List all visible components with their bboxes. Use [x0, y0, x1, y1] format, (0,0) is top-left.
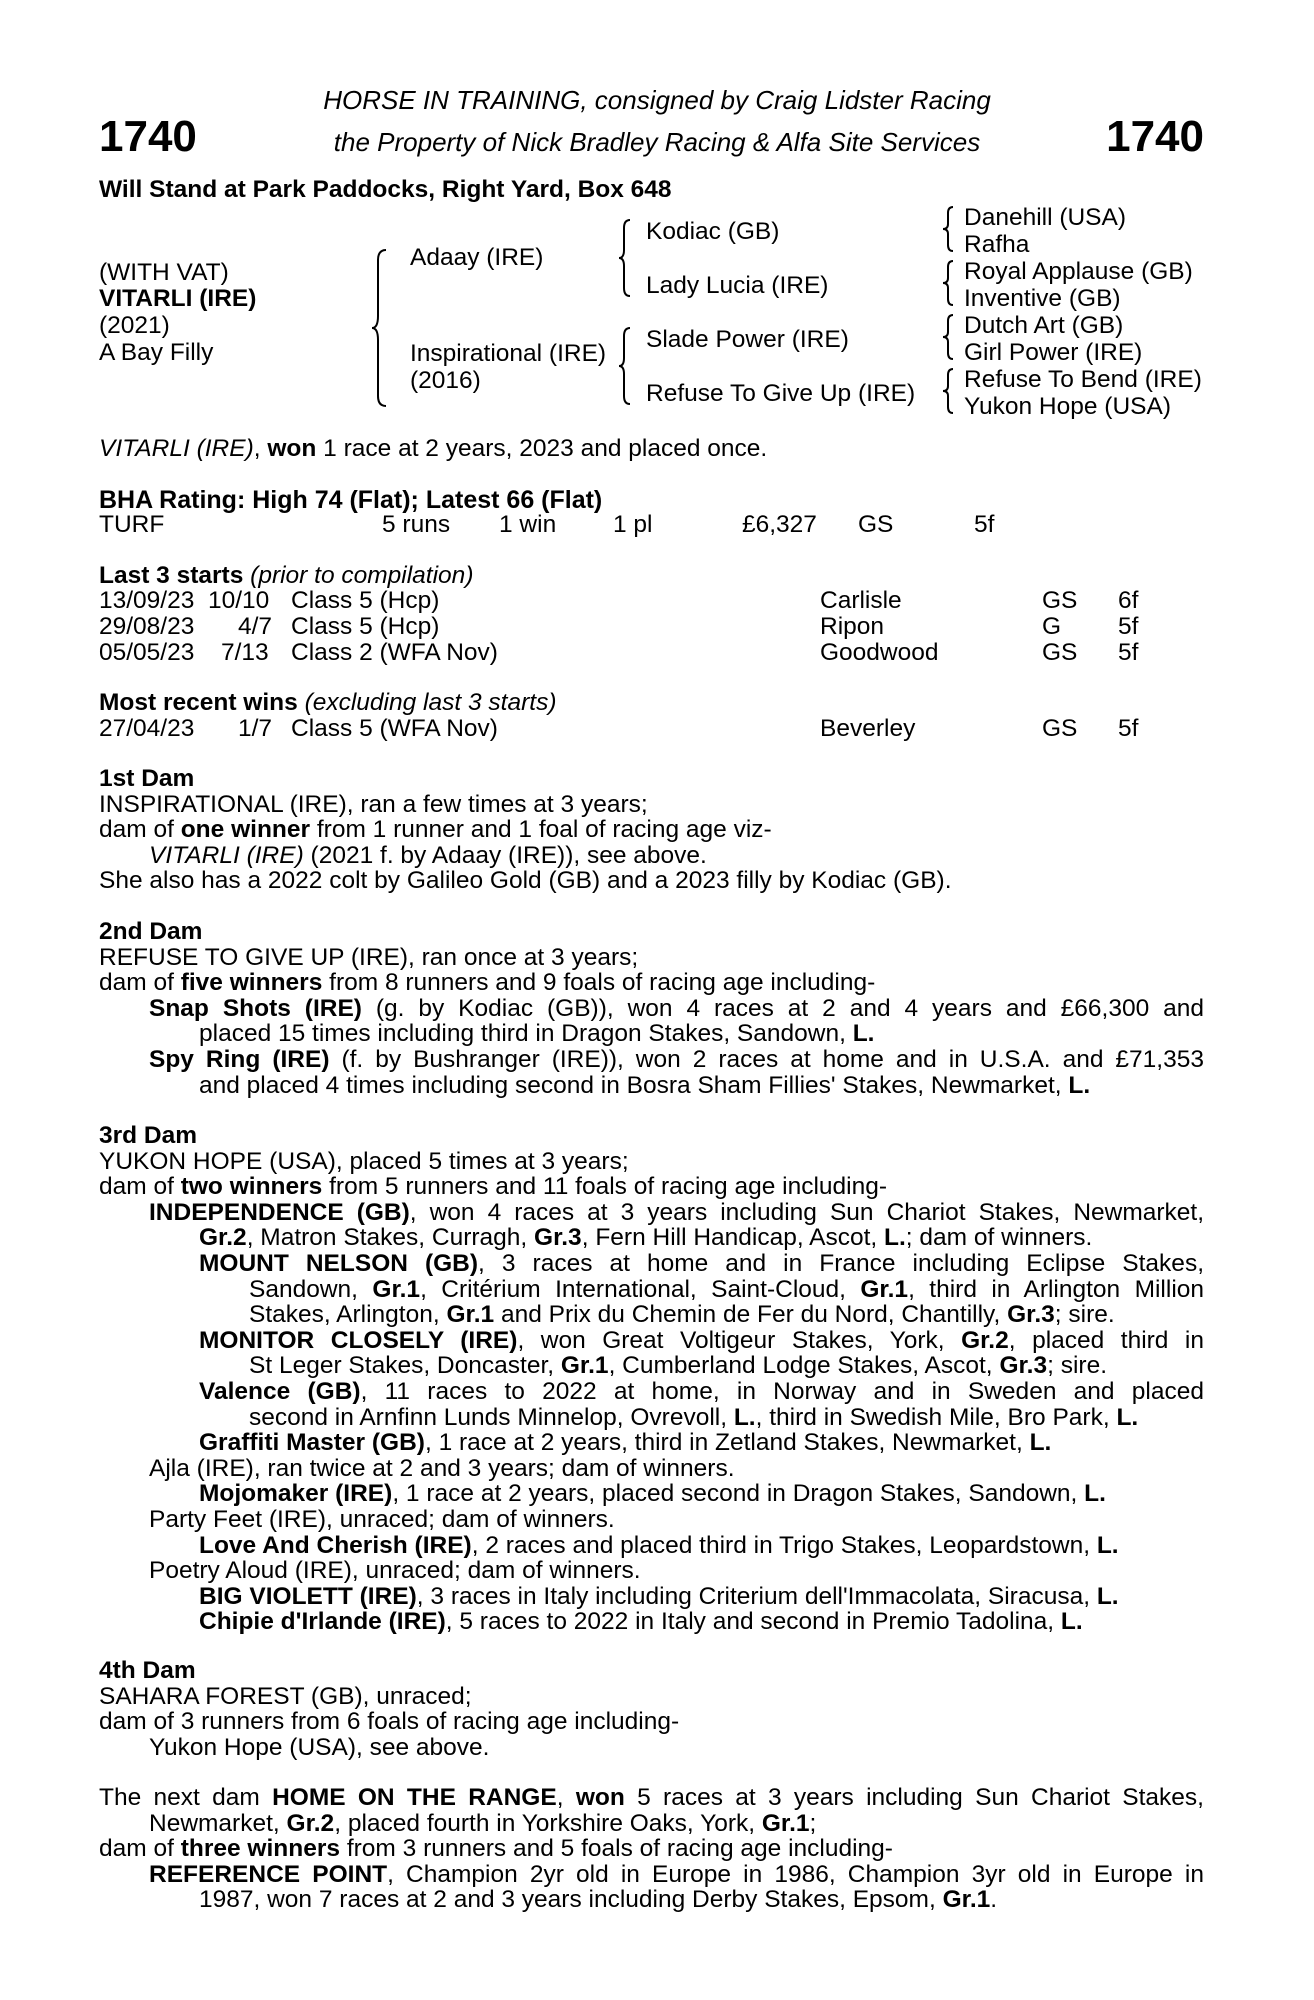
progeny-valence: Valence (GB), 11 races to 2022 at home, in Norway and in Sweden and placed	[199, 1377, 1204, 1405]
next-dam-produce: dam of three winners from 3 runners and 5 foals of racing age including-	[99, 1835, 893, 1863]
first-dam-foal: VITARLI (IRE) (2021 f. by Adaay (IRE)), see above.	[149, 841, 707, 869]
second-dam-progeny: Snap Shots (IRE) (g. by Kodiac (GB)), won 4 races at 2 and 4 years and £66,300 and	[149, 994, 1204, 1022]
pedigree-dam-year: (2016)	[410, 367, 481, 394]
rating-runs: 5 runs	[382, 511, 451, 538]
start-date: 13/09/23	[99, 587, 195, 614]
second-dam-section	[99, 919, 1204, 1098]
third-dam-title: 3rd Dam	[99, 1122, 198, 1149]
pedigree-sire-sire: Kodiac (GB)	[646, 218, 780, 245]
fourth-dam-title: 4th Dam	[99, 1657, 196, 1684]
rating-going: GS	[858, 511, 894, 538]
start-position: 7/13	[221, 639, 269, 666]
fourth-dam-section	[99, 1658, 1204, 1760]
start-going: GS	[1042, 587, 1078, 614]
next-dam-line: The next dam HOME ON THE RANGE, won 5 races at 3 years including Sun Chariot Stakes,	[99, 1784, 1204, 1811]
progeny-monitor-closely: MONITOR CLOSELY (IRE), won Great Voltigeur Stakes, York, Gr.2, placed third in	[199, 1326, 1205, 1354]
rating-placed: 1 pl	[613, 511, 653, 538]
pedigree-brace-sire	[618, 218, 634, 298]
second-dam-produce: dam of five winners from 8 runners and 9 foals of racing age including-	[99, 969, 876, 997]
pedigree-brace-g3	[942, 313, 956, 361]
pedigree-sire-dam: Lady Lucia (IRE)	[646, 272, 829, 299]
first-dam-produce: dam of one winner from 1 runner and 1 foal of racing age viz-	[99, 816, 772, 844]
pedigree-g8: Yukon Hope (USA)	[964, 393, 1171, 420]
summary-won: won	[267, 435, 317, 462]
rating-wins: 1 win	[499, 511, 557, 538]
win-course: Beverley	[820, 715, 916, 742]
start-going: GS	[1042, 639, 1078, 666]
pedigree-g1: Danehill (USA)	[964, 204, 1127, 231]
recent-wins-title: Most recent wins	[99, 689, 298, 716]
second-dam-title: 2nd Dam	[99, 918, 203, 945]
pedigree-dam-dam: Refuse To Give Up (IRE)	[646, 380, 916, 407]
progeny-big-violett: BIG VIOLETT (IRE), 3 races in Italy including Criterium dell'Immacolata, Siracusa, L.	[199, 1582, 1119, 1610]
win-date: 27/04/23	[99, 715, 195, 742]
pedigree-brace-dam	[618, 326, 634, 406]
win-position: 1/7	[238, 715, 273, 742]
summary-horse-name: VITARLI (IRE)	[99, 435, 254, 462]
pedigree-g6: Girl Power (IRE)	[964, 339, 1143, 366]
lot-number-left: 1740	[99, 112, 197, 161]
rating-distance: 5f	[974, 511, 995, 538]
pedigree-brace-g4	[942, 367, 956, 415]
start-date: 05/05/23	[99, 639, 195, 666]
progeny-reference-point-cont: 1987, won 7 races at 2 and 3 years including Derby Stakes, Epsom, Gr.1.	[199, 1886, 998, 1914]
second-dam-progeny: Spy Ring (IRE) (f. by Bushranger (IRE)), won 2 races at home and in U.S.A. and £71,353	[149, 1045, 1204, 1073]
start-course: Carlisle	[820, 587, 902, 614]
third-dam-produce: dam of two winners from 5 runners and 11 foals of racing age including-	[99, 1173, 888, 1201]
race-summary: VITARLI (IRE), won 1 race at 2 years, 2023 and placed once.	[99, 435, 768, 462]
first-dam-line: INSPIRATIONAL (IRE), ran a few times at 3 years;	[99, 790, 648, 818]
third-dam-line: YUKON HOPE (USA), placed 5 times at 3 years;	[99, 1147, 629, 1175]
fourth-dam-foal: Yukon Hope (USA), see above.	[149, 1733, 490, 1761]
lot-number-right: 1740	[1106, 112, 1204, 161]
fourth-dam-produce: dam of 3 runners from 6 foals of racing age including-	[99, 1708, 680, 1736]
first-dam-note: She also has a 2022 colt by Galileo Gold (GB) and a 2023 filly by Kodiac (GB).	[99, 867, 952, 895]
pedigree-g3: Royal Applause (GB)	[964, 258, 1193, 285]
pedigree-g5: Dutch Art (GB)	[964, 312, 1124, 339]
last-starts-title: Last 3 starts	[99, 562, 244, 589]
progeny-monitor-closely-cont: St Leger Stakes, Doncaster, Gr.1, Cumberland Lodge Stakes, Ascot, Gr.3; sire.	[249, 1352, 1108, 1380]
pedigree-brace-main	[370, 248, 390, 408]
pedigree-g2: Rafha	[964, 231, 1030, 258]
consignor-line: HORSE IN TRAINING, consigned by Craig Lidster Racing	[323, 85, 991, 115]
start-distance: 5f	[1118, 613, 1139, 640]
start-class: Class 5 (Hcp)	[291, 613, 440, 640]
start-position: 4/7	[238, 613, 273, 640]
summary-rest: 1 race at 2 years, 2023 and placed once.	[316, 435, 768, 462]
pedigree-g7: Refuse To Bend (IRE)	[964, 366, 1202, 393]
horse-name: VITARLI (IRE)	[99, 285, 257, 312]
recent-wins-note: (excluding last 3 starts)	[304, 689, 557, 716]
first-dam-title: 1st Dam	[99, 765, 195, 792]
win-class: Class 5 (WFA Nov)	[291, 715, 498, 742]
vat-status: (WITH VAT)	[99, 259, 229, 286]
bha-rating-title: BHA Rating: High 74 (Flat); Latest 66 (Flat)	[99, 486, 603, 514]
fourth-dam-line: SAHARA FOREST (GB), unraced;	[99, 1682, 472, 1710]
pedigree-dam-sire: Slade Power (IRE)	[646, 326, 849, 353]
second-dam-line: REFUSE TO GIVE UP (IRE), ran once at 3 years;	[99, 943, 639, 971]
pedigree-sire: Adaay (IRE)	[410, 244, 544, 271]
progeny-independence: INDEPENDENCE (GB), won 4 races at 3 years including Sun Chariot Stakes, Newmarket,	[149, 1198, 1205, 1226]
stabling-location: Will Stand at Park Paddocks, Right Yard, Box 648	[99, 176, 672, 203]
start-distance: 5f	[1118, 639, 1139, 666]
progeny-reference-point: REFERENCE POINT, Champion 2yr old in Europe in 1986, Champion 3yr old in Europe in	[149, 1860, 1204, 1888]
start-going: G	[1042, 613, 1062, 640]
start-position: 10/10	[208, 587, 270, 614]
progeny-mount-nelson: MOUNT NELSON (GB), 3 races at home and in France including Eclipse Stakes,	[199, 1249, 1204, 1277]
progeny-graffiti-master: Graffiti Master (GB), 1 race at 2 years, third in Zetland Stakes, Newmarket, L.	[199, 1429, 1052, 1457]
next-dam-section	[99, 1785, 1204, 1913]
property-line: the Property of Nick Bradley Racing & Alfa Site Services	[333, 127, 981, 157]
horse-year: (2021)	[99, 312, 170, 339]
start-course: Goodwood	[820, 639, 939, 666]
progeny-mojomaker: Mojomaker (IRE), 1 race at 2 years, placed second in Dragon Stakes, Sandown, L.	[199, 1480, 1106, 1508]
win-going: GS	[1042, 715, 1078, 742]
win-distance: 5f	[1118, 715, 1139, 742]
progeny-mount-nelson-cont: Stakes, Arlington, Gr.1 and Prix du Chemin de Fer du Nord, Chantilly, Gr.3; sire.	[249, 1301, 1115, 1329]
recent-wins-heading	[99, 690, 556, 716]
progeny-love-and-cherish: Love And Cherish (IRE), 2 races and placed third in Trigo Stakes, Leopardstown, L.	[199, 1531, 1119, 1559]
start-class: Class 5 (Hcp)	[291, 587, 440, 614]
third-dam-section	[99, 1123, 1204, 1635]
last-starts-heading	[99, 563, 473, 589]
first-dam-section	[99, 766, 1204, 894]
second-dam-progeny-cont: and placed 4 times including second in Bosra Sham Fillies' Stakes, Newmarket, L.	[199, 1071, 1091, 1099]
rating-prize: £6,327	[742, 511, 817, 538]
progeny-mount-nelson-cont: Sandown, Gr.1, Critérium International, Saint-Cloud, Gr.1, third in Arlington Million	[249, 1275, 1205, 1303]
second-dam-progeny-cont: placed 15 times including third in Dragon Stakes, Sandown, L.	[199, 1020, 875, 1048]
horse-description: A Bay Filly	[99, 339, 214, 366]
next-dam-line-cont: Newmarket, Gr.2, placed fourth in Yorkshire Oaks, York, Gr.1;	[149, 1809, 817, 1837]
rating-surface: TURF	[99, 511, 165, 538]
start-date: 29/08/23	[99, 613, 195, 640]
progeny-independence-cont: Gr.2, Matron Stakes, Curragh, Gr.3, Fern Hill Handicap, Ascot, L.; dam of winners.	[199, 1224, 1093, 1252]
progeny-chipie-dirlande: Chipie d'Irlande (IRE), 5 races to 2022 in Italy and second in Premio Tadolina, L.	[199, 1608, 1083, 1636]
progeny-party-feet: Party Feet (IRE), unraced; dam of winners.	[149, 1505, 615, 1533]
start-course: Ripon	[820, 613, 885, 640]
pedigree-brace-g2	[942, 259, 956, 307]
last-starts-note: (prior to compilation)	[250, 562, 474, 589]
pedigree-dam: Inspirational (IRE)	[410, 340, 607, 367]
progeny-ajla: Ajla (IRE), ran twice at 2 and 3 years; dam of winners.	[149, 1454, 735, 1482]
progeny-valence-cont: second in Arnfinn Lunds Minnelop, Ovrevoll, L., third in Swedish Mile, Bro Park, L.	[249, 1403, 1139, 1431]
progeny-poetry-aloud: Poetry Aloud (IRE), unraced; dam of winners.	[149, 1557, 641, 1585]
pedigree-g4: Inventive (GB)	[964, 285, 1121, 312]
pedigree-brace-g1	[942, 205, 956, 253]
start-distance: 6f	[1118, 587, 1139, 614]
start-class: Class 2 (WFA Nov)	[291, 639, 498, 666]
